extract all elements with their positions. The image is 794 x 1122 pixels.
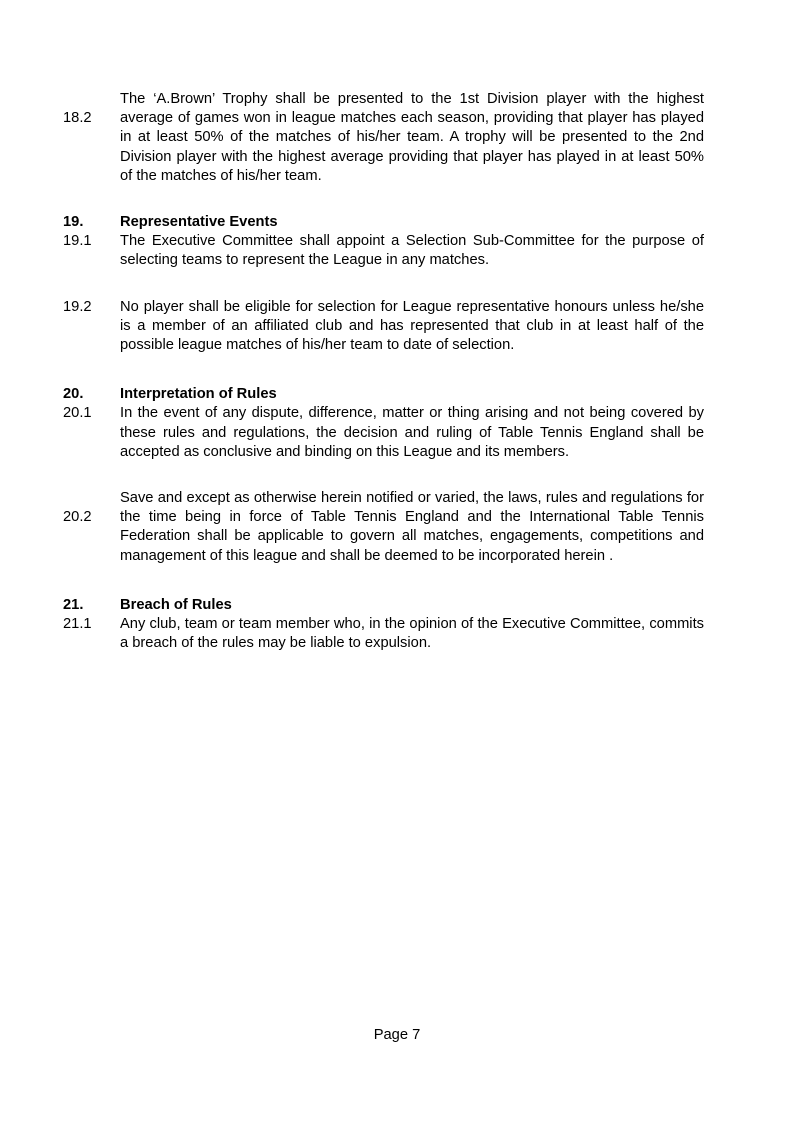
spacer: [63, 186, 704, 213]
clause-text: No player shall be eligible for selection for League representative honours unless he/she is a member of an affiliated club and has represented that club in at least half of the possible league matches of his/her team to date of selection.: [120, 298, 704, 354]
clause-number: 21.: [63, 596, 84, 613]
spacer: [63, 355, 704, 385]
clause-number: 19.: [63, 214, 84, 231]
clause-number: 19.1: [63, 233, 92, 250]
clause-number: 20.: [63, 386, 84, 403]
clause-text: Any club, team or team member who, in the opinion of the Executive Committee, commits a breach of the rules may be liable to expulsion.: [120, 616, 704, 652]
clause-number: 18.2: [63, 110, 92, 126]
clause-21-heading: [63, 596, 704, 615]
clause-text: The Executive Committee shall appoint a Selection Sub-Committee for the purpose of selecting teams to represent the League in any matches.: [120, 233, 704, 269]
clause-20-1: [63, 404, 704, 462]
spacer: [63, 462, 704, 489]
clause-heading: Representative Events: [120, 214, 278, 231]
clause-text: The ‘A.Brown’ Trophy shall be presented to the 1st Division player with the highest average of games won in league matches each season, providing that player has played in at least 50% of the matches of his/her team. A trophy will be presented to the 2nd Division player with the highest average providing that player has played in at least 50% of the matches of his/her team.: [120, 91, 704, 184]
clause-heading: Breach of Rules: [120, 596, 232, 613]
document-body: [63, 90, 704, 653]
clause-18-2: [63, 90, 704, 186]
clause-21-1: [63, 615, 704, 653]
clause-heading: Interpretation of Rules: [120, 386, 277, 403]
clause-number: 20.1: [63, 405, 92, 422]
clause-text: Save and except as otherwise herein notified or varied, the laws, rules and regulations for the time being in force of Table Tennis England and the International Table Tennis Federation shall be applicable to govern all matches, engagements, competitions and management of this league and shall be deemed to be incorporated herein .: [120, 490, 704, 564]
clause-19-heading: [63, 213, 704, 232]
clause-number: 20.2: [63, 509, 92, 526]
spacer: [63, 271, 704, 298]
clause-20-2: [63, 489, 704, 566]
spacer: [63, 566, 704, 596]
clause-19-2: [63, 298, 704, 356]
clause-number: 21.1: [63, 616, 92, 633]
clause-text: In the event of any dispute, difference, matter or thing arising and not being covered by these rules and regulations, the decision and ruling of Table Tennis England shall be accepted as conclusive and binding on this League and its members.: [120, 405, 704, 460]
clause-19-1: [63, 232, 704, 270]
page-footer: Page 7: [373, 1027, 421, 1043]
clause-20-heading: [63, 385, 704, 404]
clause-number: 19.2: [63, 298, 92, 315]
